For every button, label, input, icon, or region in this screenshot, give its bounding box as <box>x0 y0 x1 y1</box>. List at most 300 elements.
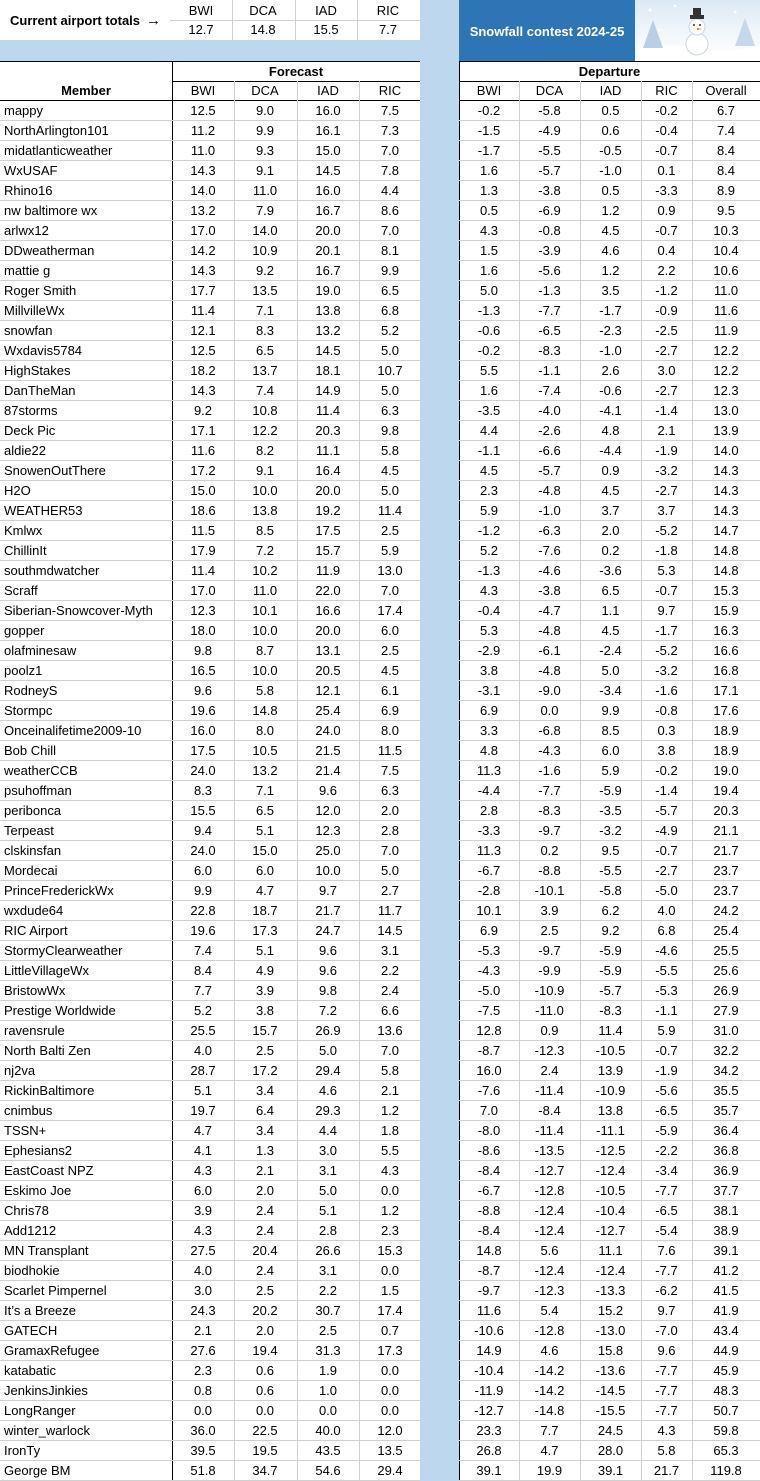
forecast-value: 5.1 <box>318 1203 338 1218</box>
departure-value: 6.0 <box>601 743 620 758</box>
forecast-value: 9.8 <box>193 643 213 658</box>
departure-value: 8.5 <box>601 723 620 738</box>
departure-value: -6.7 <box>477 863 501 878</box>
departure-value: -5.0 <box>655 883 678 898</box>
departure-value: 10.1 <box>476 903 502 918</box>
member-name: wxdude64 <box>4 903 64 918</box>
departure-value: -1.3 <box>477 303 501 318</box>
forecast-value: 14.0 <box>190 183 216 198</box>
member-name: 87storms <box>4 403 58 418</box>
departure-value: -12.7 <box>474 1403 504 1418</box>
departure-value: 15.9 <box>713 603 739 618</box>
table-row <box>0 1441 420 1461</box>
departure-value: -13.3 <box>595 1283 626 1298</box>
departure-value: 11.3 <box>476 843 502 858</box>
member-name: BristowWx <box>4 983 66 998</box>
departure-value: -3.5 <box>599 803 622 818</box>
member-name: TSSN+ <box>4 1123 47 1138</box>
departure-value: -1.7 <box>477 143 501 158</box>
departure-value: -4.8 <box>538 663 561 678</box>
departure-value: -7.0 <box>655 1323 678 1338</box>
forecast-value: 22.8 <box>190 903 216 918</box>
departure-value: -10.5 <box>595 1183 626 1198</box>
departure-value: 13.8 <box>597 1103 624 1118</box>
table-row <box>0 581 420 601</box>
table-row <box>0 1301 420 1321</box>
forecast-value: 13.7 <box>252 363 278 378</box>
departure-value: -3.2 <box>655 463 678 478</box>
departure-value: -5.8 <box>599 883 622 898</box>
table-row <box>0 1081 420 1101</box>
departure-value: -13.0 <box>595 1323 626 1338</box>
forecast-value: 17.5 <box>315 523 341 538</box>
departure-value: -7.7 <box>655 1383 678 1398</box>
departure-value: -2.3 <box>599 323 622 338</box>
forecast-value: 16.4 <box>315 463 341 478</box>
departure-value: -4.3 <box>477 963 501 978</box>
departure-value: -4.8 <box>538 483 561 498</box>
departure-value: 11.3 <box>476 763 502 778</box>
departure-value: -9.0 <box>538 683 561 698</box>
departure-value: 26.8 <box>476 1443 502 1458</box>
table-row <box>0 921 420 941</box>
departure-value: 1.1 <box>601 603 620 618</box>
departure-value: 6.7 <box>716 103 736 118</box>
departure-value: 21.1 <box>713 823 739 838</box>
departure-value: 50.7 <box>713 1403 739 1418</box>
departure-value: -3.3 <box>477 823 501 838</box>
forecast-value: 14.3 <box>190 163 216 178</box>
forecast-value: 25.4 <box>315 703 341 718</box>
departure-value: 14.3 <box>713 503 739 518</box>
forecast-value: 11.5 <box>377 743 403 758</box>
departure-value: -0.6 <box>477 323 501 338</box>
member-name: ravensrule <box>4 1023 65 1038</box>
forecast-value: 6.9 <box>380 703 400 718</box>
forecast-value: 27.6 <box>190 1343 216 1358</box>
forecast-value: 7.0 <box>380 843 400 858</box>
departure-value: -3.4 <box>655 1163 678 1178</box>
forecast-value: 0.0 <box>255 1403 275 1418</box>
departure-value: 19.9 <box>536 1463 563 1478</box>
departure-value: 3.8 <box>657 743 676 758</box>
forecast-value: 9.2 <box>193 403 213 418</box>
table-row <box>0 101 420 121</box>
forecast-header: Forecast <box>268 64 324 79</box>
table-row <box>0 1281 420 1301</box>
forecast-value: 3.9 <box>193 1203 213 1218</box>
forecast-value: 0.6 <box>255 1363 275 1378</box>
forecast-value: 12.5 <box>190 103 216 118</box>
table-row <box>459 121 760 141</box>
departure-value: 4.5 <box>479 463 499 478</box>
departure-value: -12.5 <box>595 1143 626 1158</box>
departure-value: 14.3 <box>713 463 739 478</box>
table-row <box>0 341 420 361</box>
grid-line <box>170 20 420 21</box>
departure-value: -7.7 <box>655 1263 678 1278</box>
departure-value: 5.9 <box>479 503 499 518</box>
forecast-value: 10.9 <box>252 243 278 258</box>
forecast-value: 17.1 <box>190 423 216 438</box>
forecast-value: 8.3 <box>255 323 275 338</box>
forecast-value: 10.2 <box>252 563 278 578</box>
table-row <box>0 161 420 181</box>
forecast-value: 7.4 <box>193 943 213 958</box>
departure-value: 14.8 <box>713 563 739 578</box>
departure-value: 8.9 <box>716 183 736 198</box>
departure-value: -1.3 <box>538 283 561 298</box>
departure-value: -1.9 <box>655 1063 678 1078</box>
member-name: Scarlet Pimpernel <box>4 1283 107 1298</box>
departure-value: 5.9 <box>657 1023 676 1038</box>
departure-value: 5.4 <box>540 1303 559 1318</box>
member-name: RIC Airport <box>4 923 68 938</box>
departure-value: -12.7 <box>534 1163 565 1178</box>
forecast-value: 4.3 <box>193 1223 213 1238</box>
departure-value: 2.0 <box>601 523 620 538</box>
forecast-value: 16.0 <box>315 183 341 198</box>
table-row <box>459 441 760 461</box>
departure-value: 0.4 <box>657 243 676 258</box>
forecast-value: 7.9 <box>255 203 275 218</box>
departure-value: -11.0 <box>535 1003 564 1018</box>
forecast-value: 21.4 <box>315 763 341 778</box>
table-row <box>459 1181 760 1201</box>
forecast-value: 15.0 <box>315 143 341 158</box>
departure-value: 25.4 <box>713 923 739 938</box>
member-header: Member <box>61 83 111 98</box>
forecast-value: 19.4 <box>252 1343 278 1358</box>
departure-value: 119.8 <box>710 1463 742 1478</box>
forecast-value: 36.0 <box>190 1423 216 1438</box>
forecast-value: 6.1 <box>380 683 400 698</box>
table-row <box>459 1261 760 1281</box>
forecast-value: 3.1 <box>318 1263 338 1278</box>
departure-value: 2.1 <box>657 423 676 438</box>
departure-value: 9.2 <box>601 923 620 938</box>
departure-value: 4.8 <box>479 743 499 758</box>
departure-value: -1.0 <box>538 503 561 518</box>
departure-value: -1.0 <box>599 343 622 358</box>
departure-value: 39.1 <box>597 1463 624 1478</box>
table-row <box>0 261 420 281</box>
snowman-winter-icon <box>635 0 760 62</box>
forecast-value: 2.4 <box>255 1203 275 1218</box>
departure-value: 4.3 <box>657 1423 676 1438</box>
departure-value: -1.9 <box>655 443 678 458</box>
departure-value: -9.7 <box>477 1283 501 1298</box>
departure-value: 19.0 <box>713 763 739 778</box>
forecast-value: 10.0 <box>252 663 278 678</box>
departure-value: 5.8 <box>657 1443 676 1458</box>
departure-value: 28.0 <box>597 1443 624 1458</box>
departure-value: 0.5 <box>601 103 620 118</box>
forecast-value: 20.3 <box>315 423 341 438</box>
departure-value: -5.6 <box>538 263 561 278</box>
forecast-value: 9.6 <box>318 783 338 798</box>
forecast-value: 13.2 <box>315 323 341 338</box>
departure-value: 45.9 <box>713 1363 739 1378</box>
forecast-value: 9.7 <box>318 883 338 898</box>
departure-value: -1.6 <box>538 763 561 778</box>
departure-value: 5.3 <box>479 623 499 638</box>
departure-col-header: DCA <box>535 83 564 98</box>
departure-value: 7.0 <box>479 1103 499 1118</box>
departure-value: 23.7 <box>713 863 739 878</box>
departure-value: -14.8 <box>534 1403 565 1418</box>
forecast-value: 8.0 <box>380 723 400 738</box>
table-row <box>0 321 420 341</box>
table-row <box>0 881 420 901</box>
departure-value: -8.3 <box>538 343 561 358</box>
forecast-value: 51.8 <box>190 1463 216 1478</box>
departure-value: 37.7 <box>713 1183 739 1198</box>
departure-value: 7.7 <box>540 1423 559 1438</box>
forecast-value: 13.2 <box>252 763 278 778</box>
forecast-value: 13.6 <box>377 1023 403 1038</box>
departure-value: -9.9 <box>538 963 561 978</box>
departure-value: -5.3 <box>477 943 501 958</box>
departure-value: -3.2 <box>599 823 622 838</box>
forecast-value: 20.4 <box>252 1243 278 1258</box>
forecast-value: 5.0 <box>380 383 400 398</box>
table-row <box>0 201 420 221</box>
departure-value: -0.2 <box>477 103 501 118</box>
forecast-value: 6.6 <box>380 1003 400 1018</box>
table-row <box>459 801 760 821</box>
arrow-right-icon: → <box>146 11 162 29</box>
departure-value: 25.5 <box>713 943 739 958</box>
departure-value: 24.5 <box>597 1423 624 1438</box>
forecast-value: 5.0 <box>380 863 400 878</box>
forecast-value: 7.7 <box>193 983 213 998</box>
departure-value: 3.3 <box>479 723 499 738</box>
forecast-value: 14.5 <box>377 923 403 938</box>
forecast-value: 17.4 <box>377 1303 403 1318</box>
table-row <box>0 601 420 621</box>
departure-value: 7.6 <box>657 1243 676 1258</box>
forecast-value: 5.1 <box>255 943 275 958</box>
departure-value: 39.1 <box>713 1243 739 1258</box>
table-row <box>0 801 420 821</box>
table-row <box>459 681 760 701</box>
departure-value: -12.7 <box>595 1223 626 1238</box>
forecast-value: 4.1 <box>193 1143 213 1158</box>
departure-value: 0.3 <box>657 723 676 738</box>
forecast-value: 13.8 <box>315 303 341 318</box>
header-border <box>459 61 760 62</box>
departure-value: -6.9 <box>538 203 561 218</box>
forecast-value: 11.0 <box>252 583 278 598</box>
forecast-value: 4.9 <box>255 963 275 978</box>
departure-value: 10.6 <box>713 263 739 278</box>
table-row <box>0 901 420 921</box>
forecast-value: 6.5 <box>380 283 400 298</box>
forecast-value: 0.8 <box>193 1383 213 1398</box>
departure-value: -12.4 <box>595 1263 626 1278</box>
member-name: Siberian-Snowcover-Myth <box>4 603 153 618</box>
member-name: Mordecai <box>4 863 58 878</box>
table-row <box>0 441 420 461</box>
forecast-value: 5.2 <box>193 1003 213 1018</box>
table-row <box>459 501 760 521</box>
forecast-value: 40.0 <box>315 1423 341 1438</box>
departure-value: 65.3 <box>713 1443 739 1458</box>
table-row <box>459 101 760 121</box>
forecast-value: 7.5 <box>380 763 400 778</box>
departure-value: 59.8 <box>713 1423 739 1438</box>
departure-value: 14.0 <box>713 443 739 458</box>
departure-value: 4.0 <box>657 903 676 918</box>
departure-value: 23.3 <box>476 1423 502 1438</box>
departure-value: -8.7 <box>477 1263 501 1278</box>
forecast-value: 11.4 <box>190 563 216 578</box>
member-name: GramaxRefugee <box>4 1343 100 1358</box>
table-row <box>459 921 760 941</box>
forecast-col-header: IAD <box>317 83 339 98</box>
member-name: weatherCCB <box>4 763 78 778</box>
table-row <box>0 661 420 681</box>
table-row <box>459 721 760 741</box>
forecast-value: 2.8 <box>380 823 400 838</box>
forecast-value: 21.5 <box>315 743 341 758</box>
forecast-value: 25.0 <box>315 843 341 858</box>
forecast-value: 19.6 <box>190 923 216 938</box>
forecast-value: 7.0 <box>380 143 400 158</box>
member-name: olafminesaw <box>4 643 77 658</box>
departure-value: -8.8 <box>477 1203 501 1218</box>
departure-value: -6.5 <box>655 1203 678 1218</box>
departure-value: -0.7 <box>655 843 678 858</box>
member-name: H2O <box>4 483 31 498</box>
forecast-value: 13.5 <box>377 1443 403 1458</box>
departure-value: 16.0 <box>476 1063 502 1078</box>
departure-value: 0.0 <box>540 703 559 718</box>
forecast-value: 24.7 <box>315 923 341 938</box>
departure-value: -0.4 <box>655 123 678 138</box>
totals-airport-header: IAD <box>315 3 337 18</box>
forecast-value: 10.7 <box>377 363 403 378</box>
departure-value: 11.6 <box>713 303 739 318</box>
departure-value: -4.1 <box>599 403 622 418</box>
departure-value: 2.4 <box>540 1063 559 1078</box>
member-name: EastCoast NPZ <box>4 1163 94 1178</box>
table-row <box>459 901 760 921</box>
forecast-value: 17.4 <box>377 603 403 618</box>
table-row <box>0 541 420 561</box>
forecast-value: 4.3 <box>193 1163 213 1178</box>
departure-value: -0.7 <box>655 223 678 238</box>
forecast-value: 14.9 <box>315 383 341 398</box>
departure-value: 0.1 <box>657 163 676 178</box>
departure-value: -1.0 <box>599 163 622 178</box>
departure-value: 18.9 <box>713 743 739 758</box>
forecast-value: 16.7 <box>315 203 341 218</box>
departure-value: 6.5 <box>601 583 620 598</box>
table-row <box>459 241 760 261</box>
table-row <box>0 381 420 401</box>
forecast-value: 17.2 <box>190 463 216 478</box>
table-row <box>0 1341 420 1361</box>
member-name: midatlanticweather <box>4 143 113 158</box>
departure-value: -1.2 <box>655 283 678 298</box>
member-name: Terpeast <box>4 823 54 838</box>
departure-value: -0.7 <box>655 143 678 158</box>
forecast-value: 9.1 <box>255 463 275 478</box>
departure-value: 11.0 <box>713 283 739 298</box>
departure-value: 14.8 <box>476 1243 502 1258</box>
forecast-value: 5.0 <box>318 1043 338 1058</box>
departure-value: 4.6 <box>601 243 620 258</box>
departure-value: 43.4 <box>713 1323 739 1338</box>
table-row <box>459 301 760 321</box>
forecast-value: 10.8 <box>252 403 278 418</box>
table-row <box>459 1201 760 1221</box>
forecast-value: 24.3 <box>190 1303 216 1318</box>
departure-value: 17.1 <box>713 683 739 698</box>
forecast-value: 2.5 <box>380 643 400 658</box>
forecast-value: 18.0 <box>190 623 216 638</box>
departure-value: 32.2 <box>713 1043 739 1058</box>
departure-value: 13.9 <box>597 1063 624 1078</box>
departure-value: -14.5 <box>595 1383 626 1398</box>
forecast-value: 11.1 <box>315 443 341 458</box>
forecast-value: 20.1 <box>315 243 341 258</box>
departure-value: 13.9 <box>713 423 739 438</box>
forecast-value: 16.0 <box>190 723 216 738</box>
forecast-value: 7.1 <box>255 783 275 798</box>
table-row <box>459 641 760 661</box>
departure-value: -4.7 <box>538 603 561 618</box>
forecast-value: 13.1 <box>315 643 341 658</box>
departure-header: Departure <box>578 64 641 79</box>
departure-value: -3.5 <box>477 403 501 418</box>
table-row <box>0 1261 420 1281</box>
forecast-value: 17.3 <box>252 923 278 938</box>
forecast-value: 14.5 <box>315 163 341 178</box>
forecast-value: 29.4 <box>315 1063 341 1078</box>
forecast-value: 9.6 <box>318 963 338 978</box>
departure-value: 1.3 <box>479 183 499 198</box>
table-row <box>459 861 760 881</box>
departure-value: -4.6 <box>655 943 678 958</box>
member-name: SnowenOutThere <box>4 463 106 478</box>
forecast-value: 19.5 <box>252 1443 278 1458</box>
table-row <box>0 501 420 521</box>
departure-value: -5.3 <box>655 983 678 998</box>
table-row <box>0 1361 420 1381</box>
member-name: RickinBaltimore <box>4 1083 95 1098</box>
forecast-value: 2.5 <box>318 1323 338 1338</box>
departure-value: -2.7 <box>655 863 678 878</box>
totals-airport-header: DCA <box>249 3 277 18</box>
forecast-value: 8.7 <box>255 643 275 658</box>
table-row <box>459 741 760 761</box>
forecast-value: 26.6 <box>315 1243 341 1258</box>
forecast-value: 16.0 <box>315 103 341 118</box>
forecast-value: 22.0 <box>315 583 341 598</box>
forecast-value: 7.3 <box>380 123 400 138</box>
table-row <box>0 421 420 441</box>
table-row <box>459 221 760 241</box>
forecast-value: 7.4 <box>255 383 275 398</box>
member-name: arlwx12 <box>4 223 49 238</box>
forecast-value: 16.7 <box>315 263 341 278</box>
forecast-value: 3.1 <box>380 943 400 958</box>
departure-value: -6.1 <box>538 643 561 658</box>
forecast-value: 4.4 <box>318 1123 338 1138</box>
